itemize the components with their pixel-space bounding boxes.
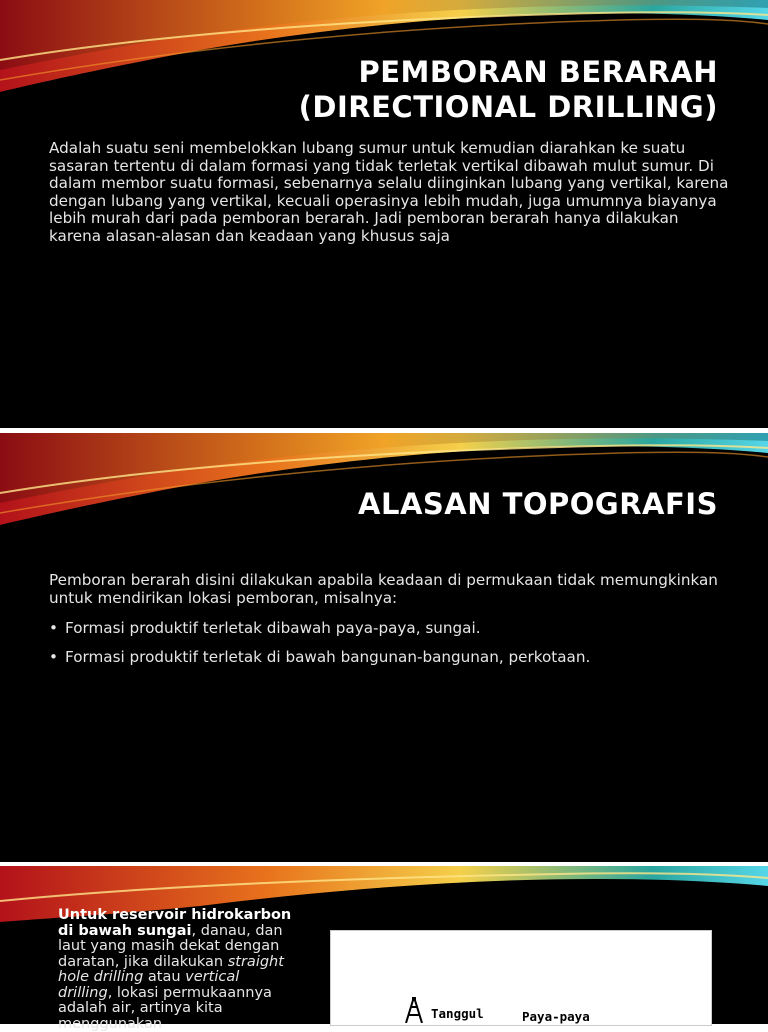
bullet-list <box>49 620 739 678</box>
slide-3-text <box>58 908 298 1032</box>
title-line-1: PEMBORAN BERARAH <box>358 55 718 89</box>
slide-title <box>299 55 718 125</box>
label-paya-paya: Paya-paya <box>522 1009 590 1024</box>
bullet-glyph: • <box>49 619 58 637</box>
slide-1 <box>0 0 768 428</box>
text-span: , danau, dan laut yang masih dekat dengan daratan, jika dilakukan <box>58 922 283 970</box>
diagram-figure <box>330 930 712 1026</box>
text-span: atau <box>143 969 186 985</box>
list-item <box>49 620 739 649</box>
text-span: , lokasi permukaannya adalah air, artinya kita menggunakan <box>58 984 272 1032</box>
bullet-text: Formasi produktif terletak di bawah bangunan-bangunan, perkotaan. <box>65 648 591 666</box>
bullet-text: Formasi produktif terletak dibawah paya-paya, sungai. <box>65 619 481 637</box>
bold-lead: Untuk reservoir hidrokarbon di bawah sungai <box>58 907 292 939</box>
title-line-2: (DIRECTIONAL DRILLING) <box>298 89 718 124</box>
italic-span: vertical drilling <box>58 969 240 1001</box>
drilling-rig-icon <box>403 997 425 1023</box>
italic-span: straight hole drilling <box>58 953 284 985</box>
bullet-glyph: • <box>49 648 58 666</box>
slide-2-intro: Pemboran berarah disini dilakukan apabila keadaan di permukaan tidak memungkinkan untuk mendirikan lokasi pemboran, misalnya: <box>49 571 718 607</box>
label-tanggul: Tanggul <box>431 1006 484 1021</box>
slide-body: Adalah suatu seni membelokkan lubang sumur untuk kemudian diarahkan ke suatu sasaran tertentu di dalam formasi yang tidak terletak vertikal dibawah mulut sumur. Di dalam membor suatu formasi, sebenarnya selalu diinginkan lubang yang vertikal, karena dengan lubang yang vertikal, kecuali operasinya lebih mudah, juga umumnya biayanya lebih murah dari pada pemboran berarah. Jadi pemboran berarah hanya dilakukan karena alasan-alasan dan keadaan yang khusus saja <box>49 139 729 245</box>
slide-2-title: ALASAN TOPOGRAFIS <box>358 487 718 521</box>
list-item <box>49 649 739 678</box>
